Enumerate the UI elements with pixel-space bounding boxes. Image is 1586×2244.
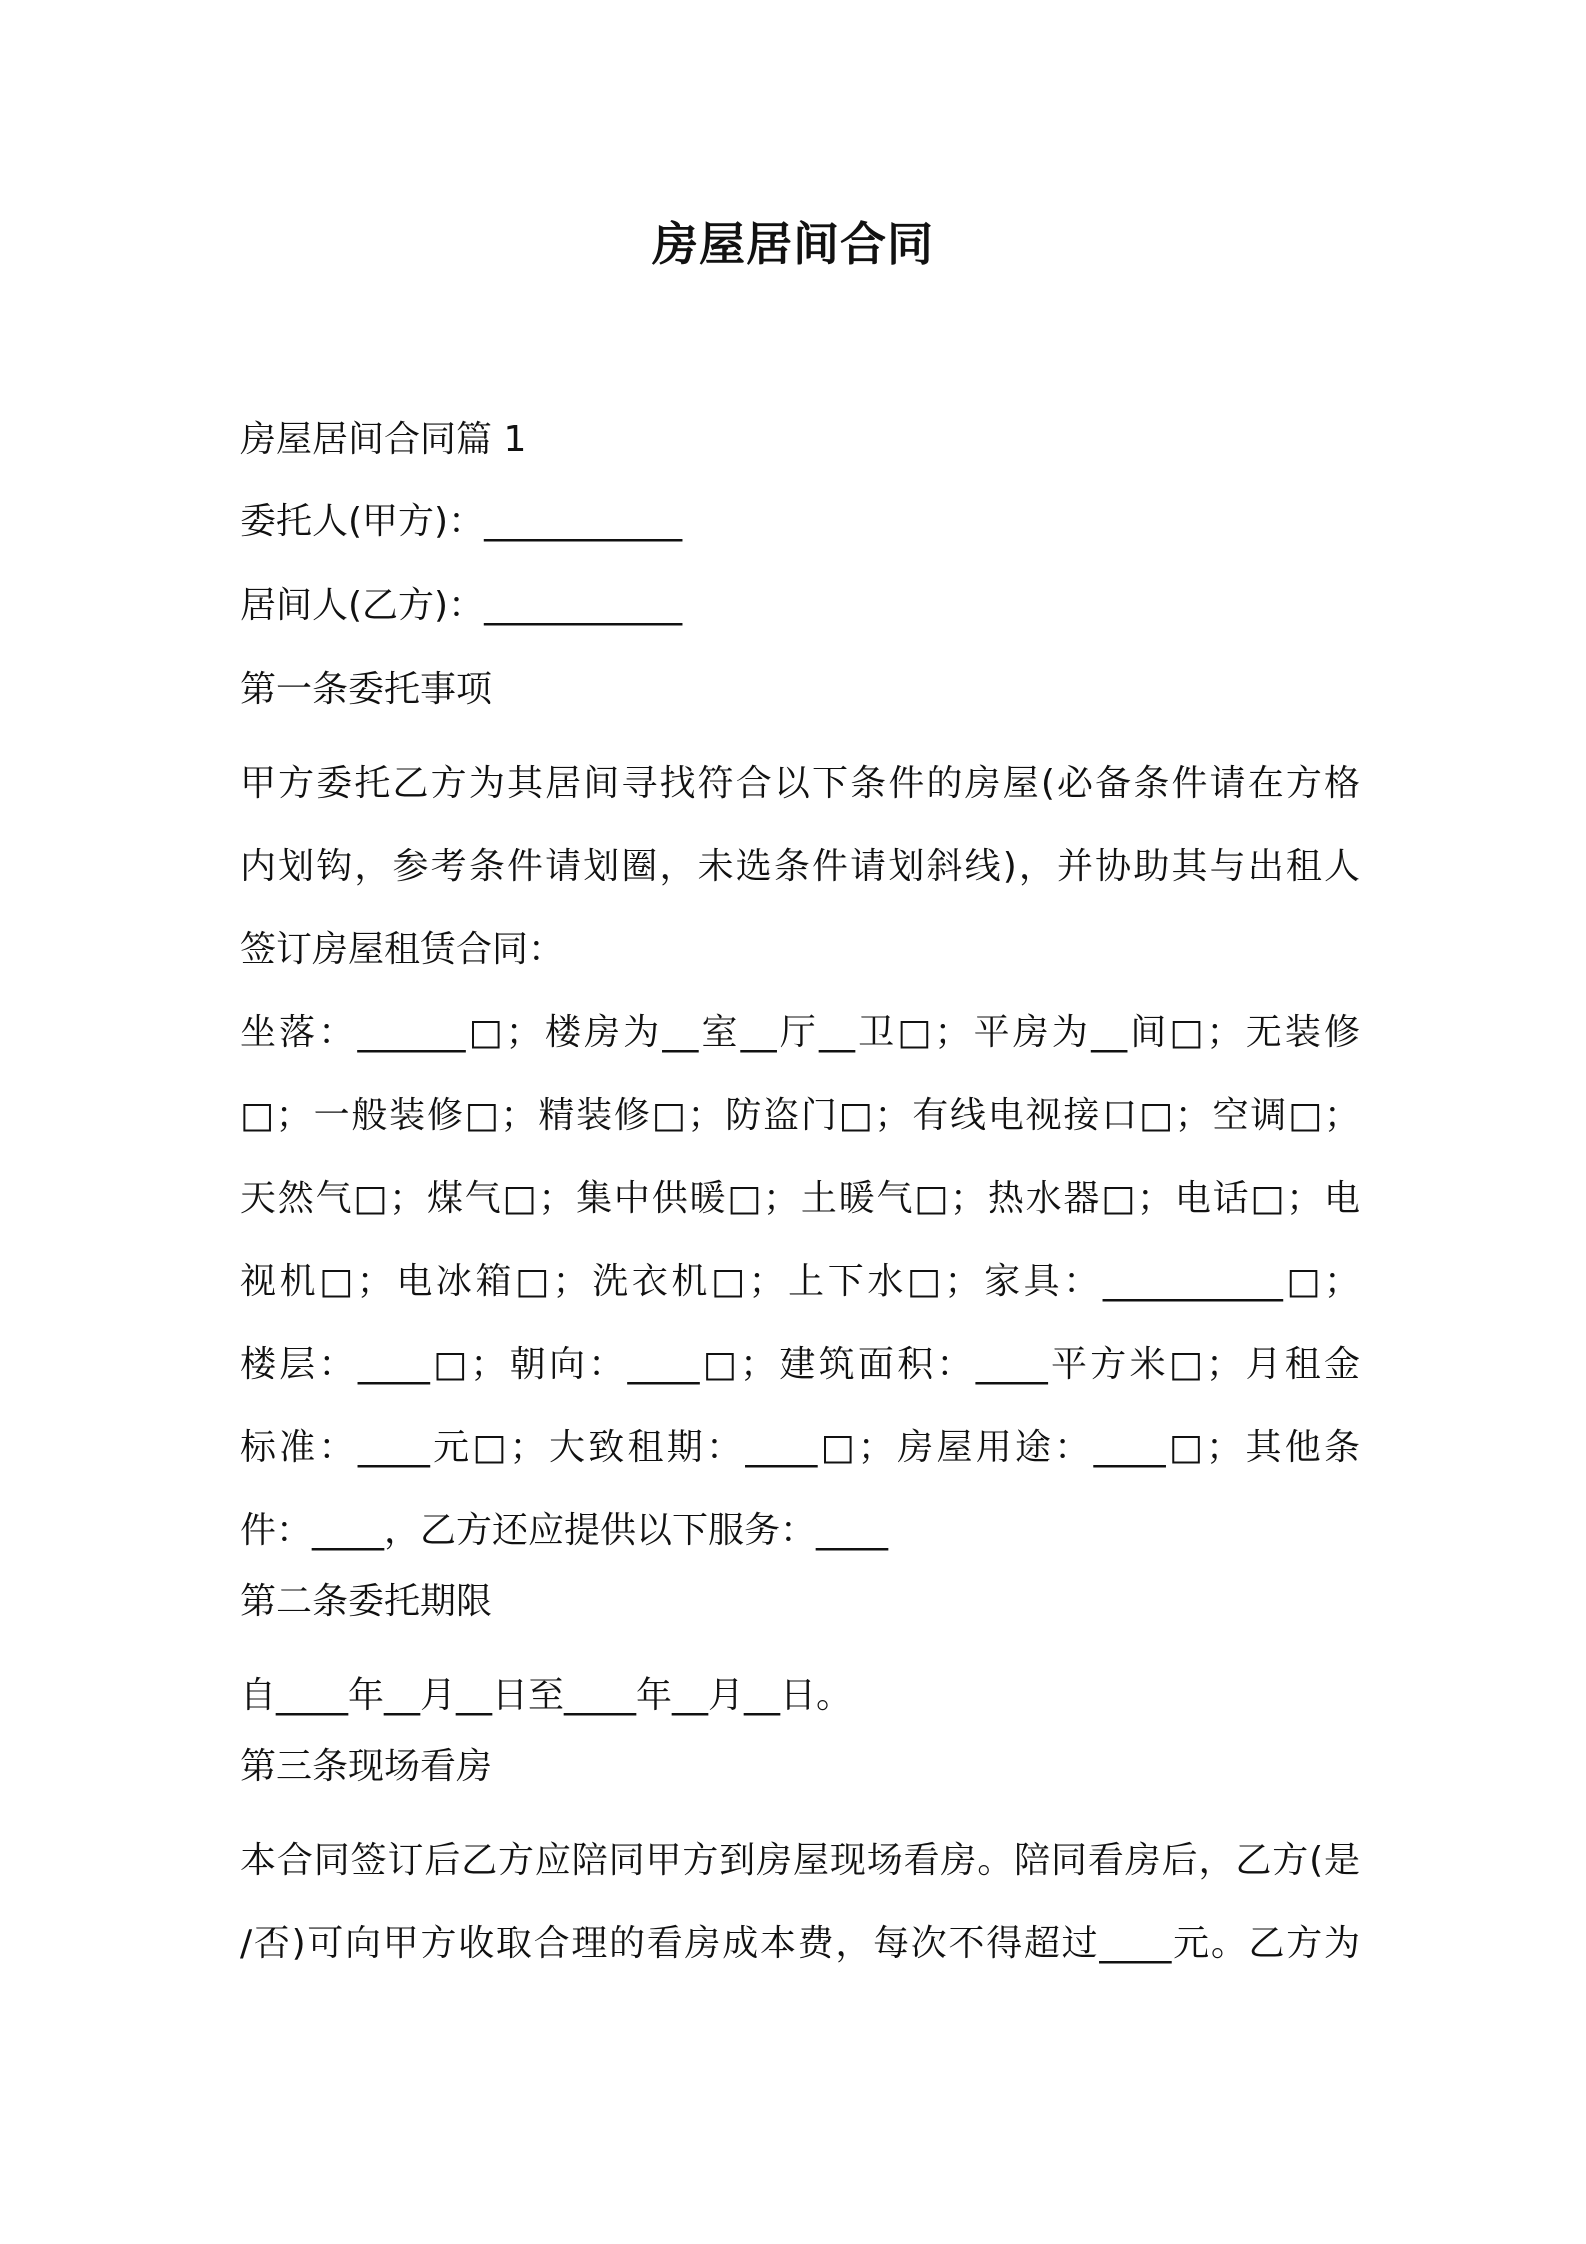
article-2-text: 自____年__月__日至____年__月__日。: [240, 1675, 853, 1716]
party-b-line: 居间人(乙方)：___________: [240, 585, 683, 626]
article-1-intro-line-1: 甲方委托乙方为其居间寻找符合以下条件的房屋(必备条件请在方格: [240, 763, 1360, 804]
condition-line-4: 视机□；电冰箱□；洗衣机□；上下水□；家具：__________□；: [240, 1261, 1360, 1302]
document-body: [240, 410, 1360, 1985]
party-a-line: 委托人(甲方)：___________: [240, 501, 683, 542]
article-1-intro-line-3: 签订房屋租赁合同：: [240, 929, 565, 970]
condition-line-7: 件：____，乙方还应提供以下服务：____: [240, 1510, 889, 1551]
condition-line-1: 坐落：______□；楼房为__室__厅__卫□；平房为__间□；无装修: [240, 1012, 1360, 1053]
condition-line-3: 天然气□；煤气□；集中供暖□；土暖气□；热水器□；电话□；电: [240, 1178, 1360, 1219]
article-3-line-1: 本合同签订后乙方应陪同甲方到房屋现场看房。陪同看房后，乙方(是: [240, 1840, 1360, 1881]
article-1-intro-line-2: 内划钩，参考条件请划圈，未选条件请划斜线)，并协助其与出租人: [240, 846, 1360, 887]
condition-line-2: □；一般装修□；精装修□；防盗门□；有线电视接口□；空调□；: [240, 1095, 1360, 1136]
article-3-heading: 第三条现场看房: [240, 1746, 493, 1787]
article-1-heading: 第一条委托事项: [240, 669, 493, 710]
article-3-line-2: /否)可向甲方收取合理的看房成本费，每次不得超过____元。乙方为: [240, 1923, 1360, 1964]
document-title: 房屋居间合同: [652, 217, 934, 271]
condition-line-6: 标准：____元□；大致租期：____□；房屋用途：____□；其他条: [240, 1427, 1360, 1468]
article-2-heading: 第二条委托期限: [240, 1581, 493, 1622]
condition-line-5: 楼层：____□；朝向：____□；建筑面积：____平方米□；月租金: [240, 1344, 1360, 1385]
contract-subtitle: 房屋居间合同篇 1: [240, 419, 527, 460]
